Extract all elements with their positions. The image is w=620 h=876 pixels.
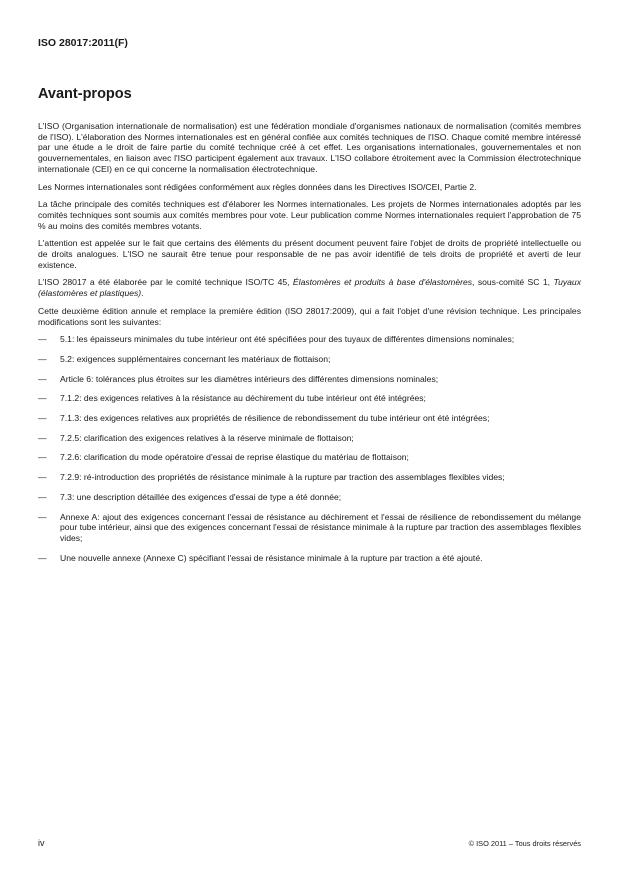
paragraph-patent-rights: L'attention est appelée sur le fait que certains des éléments du présent document peuvent faire l'objet de droits de propriété intellectuelle ou de droits analogues. L'ISO ne saurait être tenue pour responsable de ne pas avoir identifié de tels droits de propriété et averti de leur existence. — [38, 238, 581, 270]
prepared-by-text-c: , sous-comité SC 1, — [472, 277, 554, 288]
list-item — [38, 452, 581, 463]
paragraph-iso-organisation: L'ISO (Organisation internationale de normalisation) est une fédération mondiale d'organismes nationaux de normalisation (comités membres de l'ISO). L'élaboration des Normes internationales est en général confiée aux comités techniques de l'ISO. Chaque comité membre intéressé par une étude a le droit de faire partie du comité technique créé à cet effet. Les organisations internationales, gouvernementales et non gouvernementales, en liaison avec l'ISO participent également aux travaux. L'ISO collabore étroitement avec la Commission électrotechnique internationale (CEI) en ce qui concerne la normalisation électrotechnique. — [38, 121, 581, 174]
list-item-text: 7.3: une description détaillée des exigences d'essai de type a été donnée; — [60, 491, 342, 502]
list-item — [38, 492, 581, 503]
list-item — [38, 472, 581, 483]
foreword-body — [38, 121, 581, 572]
dash-marker: — — [38, 393, 47, 404]
paragraph-technical-committees: La tâche principale des comités techniques est d'élaborer les Normes internationales. Les projets de Normes internationales adoptés par les comités techniques sont soumis aux comités membres pour vote. Leur publication comme Normes internationales requiert l'approbation de 75 % au moins des comités membres votants. — [38, 199, 581, 231]
dash-marker: — — [38, 552, 47, 563]
page-number: iv — [38, 838, 45, 848]
copyright-notice: © ISO 2011 – Tous droits réservés — [468, 839, 581, 848]
paragraph-second-edition: Cette deuxième édition annule et remplace la première édition (ISO 28017:2009), qui a fait l'objet d'une révision technique. Les principales modifications sont les suivantes: — [38, 305, 581, 327]
dash-marker: — — [38, 413, 47, 424]
prepared-by-text-e: . — [141, 288, 144, 299]
list-item — [38, 512, 581, 544]
list-item-text: 5.1: les épaisseurs minimales du tube intérieur ont été spécifiées pour des tuyaux de différentes dimensions nominales; — [60, 334, 515, 345]
list-item — [38, 433, 581, 444]
list-item — [38, 393, 581, 404]
list-item-text: Article 6: tolérances plus étroites sur les diamètres intérieurs des différentes dimensions nominales; — [60, 373, 439, 384]
changes-list — [38, 334, 581, 563]
dash-marker: — — [38, 373, 47, 384]
dash-marker: — — [38, 452, 47, 463]
dash-marker: — — [38, 432, 47, 443]
dash-marker: — — [38, 511, 47, 522]
dash-marker: — — [38, 472, 47, 483]
list-item — [38, 334, 581, 345]
document-header-id: ISO 28017:2011(F) — [38, 37, 128, 49]
list-item-text: 7.1.3: des exigences relatives aux propriétés de résilience de rebondissement du tube intérieur ont été intégrées; — [60, 413, 490, 424]
list-item-text: 7.2.9: ré-introduction des propriétés de résistance minimale à la rupture par traction des assemblages flexibles vides; — [60, 472, 505, 483]
list-item — [38, 354, 581, 365]
list-item — [38, 553, 581, 564]
paragraph-directives: Les Normes internationales sont rédigées conformément aux règles données dans les Directives ISO/CEI, Partie 2. — [38, 181, 477, 192]
list-item-text: 7.2.6: clarification du mode opératoire d'essai de reprise élastique du matériau de flottaison; — [60, 452, 409, 463]
list-item — [38, 413, 581, 424]
dash-marker: — — [38, 353, 47, 364]
page-title: Avant-propos — [38, 86, 132, 102]
paragraph-prepared-by — [38, 277, 581, 298]
dash-marker: — — [38, 334, 47, 345]
list-item-text: 7.1.2: des exigences relatives à la résistance au déchirement du tube intérieur ont été intégrées; — [60, 393, 426, 404]
list-item-text: 7.2.5: clarification des exigences relatives à la réserve minimale de flottaison; — [60, 432, 354, 443]
prepared-by-text-a: L'ISO 28017 a été élaborée par le comité technique ISO/TC 45, — [38, 277, 293, 288]
subcommittee-title: Tuyaux (élastomères et plastiques) — [38, 277, 581, 299]
list-item-text: 5.2: exigences supplémentaires concernant les matériaux de flottaison; — [60, 353, 331, 364]
dash-marker: — — [38, 491, 47, 502]
committee-title: Élastomères et produits à base d'élastomères — [292, 277, 473, 288]
list-item-text: Une nouvelle annexe (Annexe C) spécifiant l'essai de résistance minimale à la rupture par traction a été ajouté. — [60, 552, 483, 563]
list-item-text: Annexe A: ajout des exigences concernant l'essai de résistance au déchirement et l'essai de résilience de rebondissement du mélange pour tube intérieur, ainsi que des exigences concernant l'essai de résistance minimale à la rupture par traction des assemblages flexibles vides; — [60, 511, 581, 543]
list-item — [38, 374, 581, 385]
